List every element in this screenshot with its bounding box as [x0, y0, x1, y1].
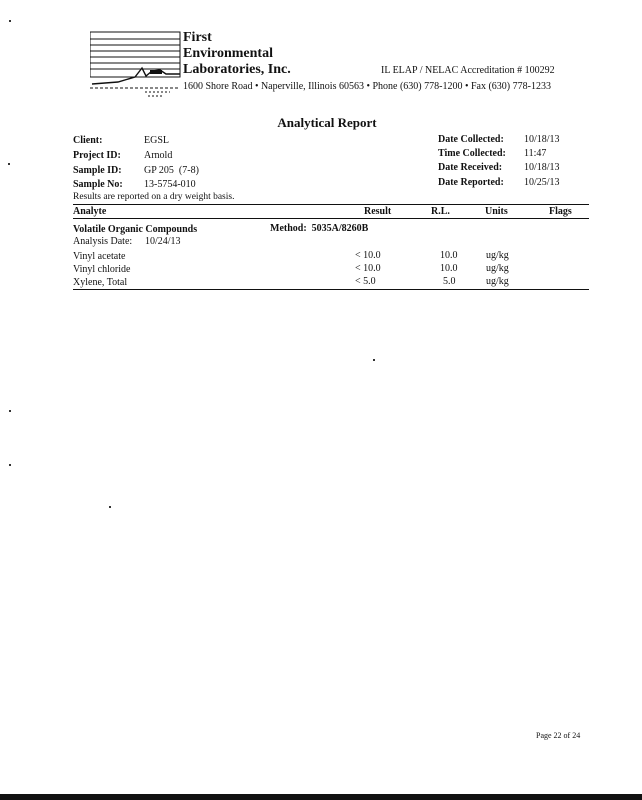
sample-id-label: Sample ID:	[73, 165, 122, 176]
col-header-analyte: Analyte	[73, 206, 107, 217]
result-value: < 10.0	[355, 250, 381, 261]
units-value: ug/kg	[486, 250, 509, 261]
scan-speck	[373, 359, 375, 361]
date-received-label: Date Received:	[438, 162, 503, 173]
time-collected-label: Time Collected:	[438, 148, 506, 159]
report-title: Analytical Report	[277, 115, 377, 130]
header-top-rule	[73, 204, 589, 205]
client-value: EGSL	[144, 135, 169, 146]
analysis-date-value: 10/24/13	[145, 236, 181, 247]
time-collected-value: 11:47	[524, 148, 547, 159]
page-number: Page 22 of 24	[536, 731, 581, 740]
units-value: ug/kg	[486, 276, 509, 287]
date-collected-value: 10/18/13	[524, 134, 560, 145]
analyte-name: Vinyl acetate	[73, 251, 126, 262]
accreditation: IL ELAP / NELAC Accreditation # 100292	[381, 65, 555, 76]
scan-speck	[9, 464, 11, 466]
lab-name-line2: Environmental	[183, 46, 273, 61]
sample-no-value: 13-5754-010	[144, 179, 196, 190]
group-name: Volatile Organic Compounds	[73, 224, 198, 235]
sample-id-value: GP 205 (7-8)	[144, 165, 199, 176]
rl-value: 5.0	[443, 276, 456, 287]
rl-value: 10.0	[440, 250, 458, 261]
units-value: ug/kg	[486, 263, 509, 274]
table-bottom-rule	[73, 289, 589, 290]
result-value: < 5.0	[355, 276, 376, 287]
lab-address: 1600 Shore Road • Naperville, Illinois 60563 • Phone (630) 778-1200 • Fax (630) 778-1233	[183, 81, 551, 92]
col-header-flags: Flags	[549, 206, 572, 217]
scan-speck	[9, 20, 11, 22]
lab-landscape-logo-icon	[90, 30, 182, 100]
col-header-rl: R.L.	[431, 206, 450, 217]
client-label: Client:	[73, 135, 103, 146]
analysis-date-label: Analysis Date:	[73, 236, 133, 247]
scan-edge-bar	[0, 794, 642, 800]
lab-name	[183, 30, 291, 78]
rl-value: 10.0	[440, 263, 458, 274]
date-received-value: 10/18/13	[524, 162, 560, 173]
method: Method: 5035A/8260B	[270, 223, 369, 234]
date-collected-label: Date Collected:	[438, 134, 504, 145]
scan-speck	[8, 163, 10, 165]
sample-no-label: Sample No:	[73, 179, 123, 190]
date-reported-value: 10/25/13	[524, 177, 560, 188]
lab-name-line1: First	[183, 30, 212, 45]
lab-name-line3: Laboratories, Inc.	[183, 62, 291, 77]
date-reported-label: Date Reported:	[438, 177, 504, 188]
project-value: Arnold	[144, 150, 173, 161]
dry-weight-note: Results are reported on a dry weight basis.	[73, 192, 235, 202]
col-header-result: Result	[364, 206, 392, 217]
scan-speck	[109, 506, 111, 508]
col-header-units: Units	[485, 206, 508, 217]
analyte-name: Xylene, Total	[73, 277, 128, 288]
analyte-name: Vinyl chloride	[73, 264, 131, 275]
header-bottom-rule	[73, 218, 589, 219]
scan-speck	[9, 410, 11, 412]
project-label: Project ID:	[73, 150, 121, 161]
result-value: < 10.0	[355, 263, 381, 274]
